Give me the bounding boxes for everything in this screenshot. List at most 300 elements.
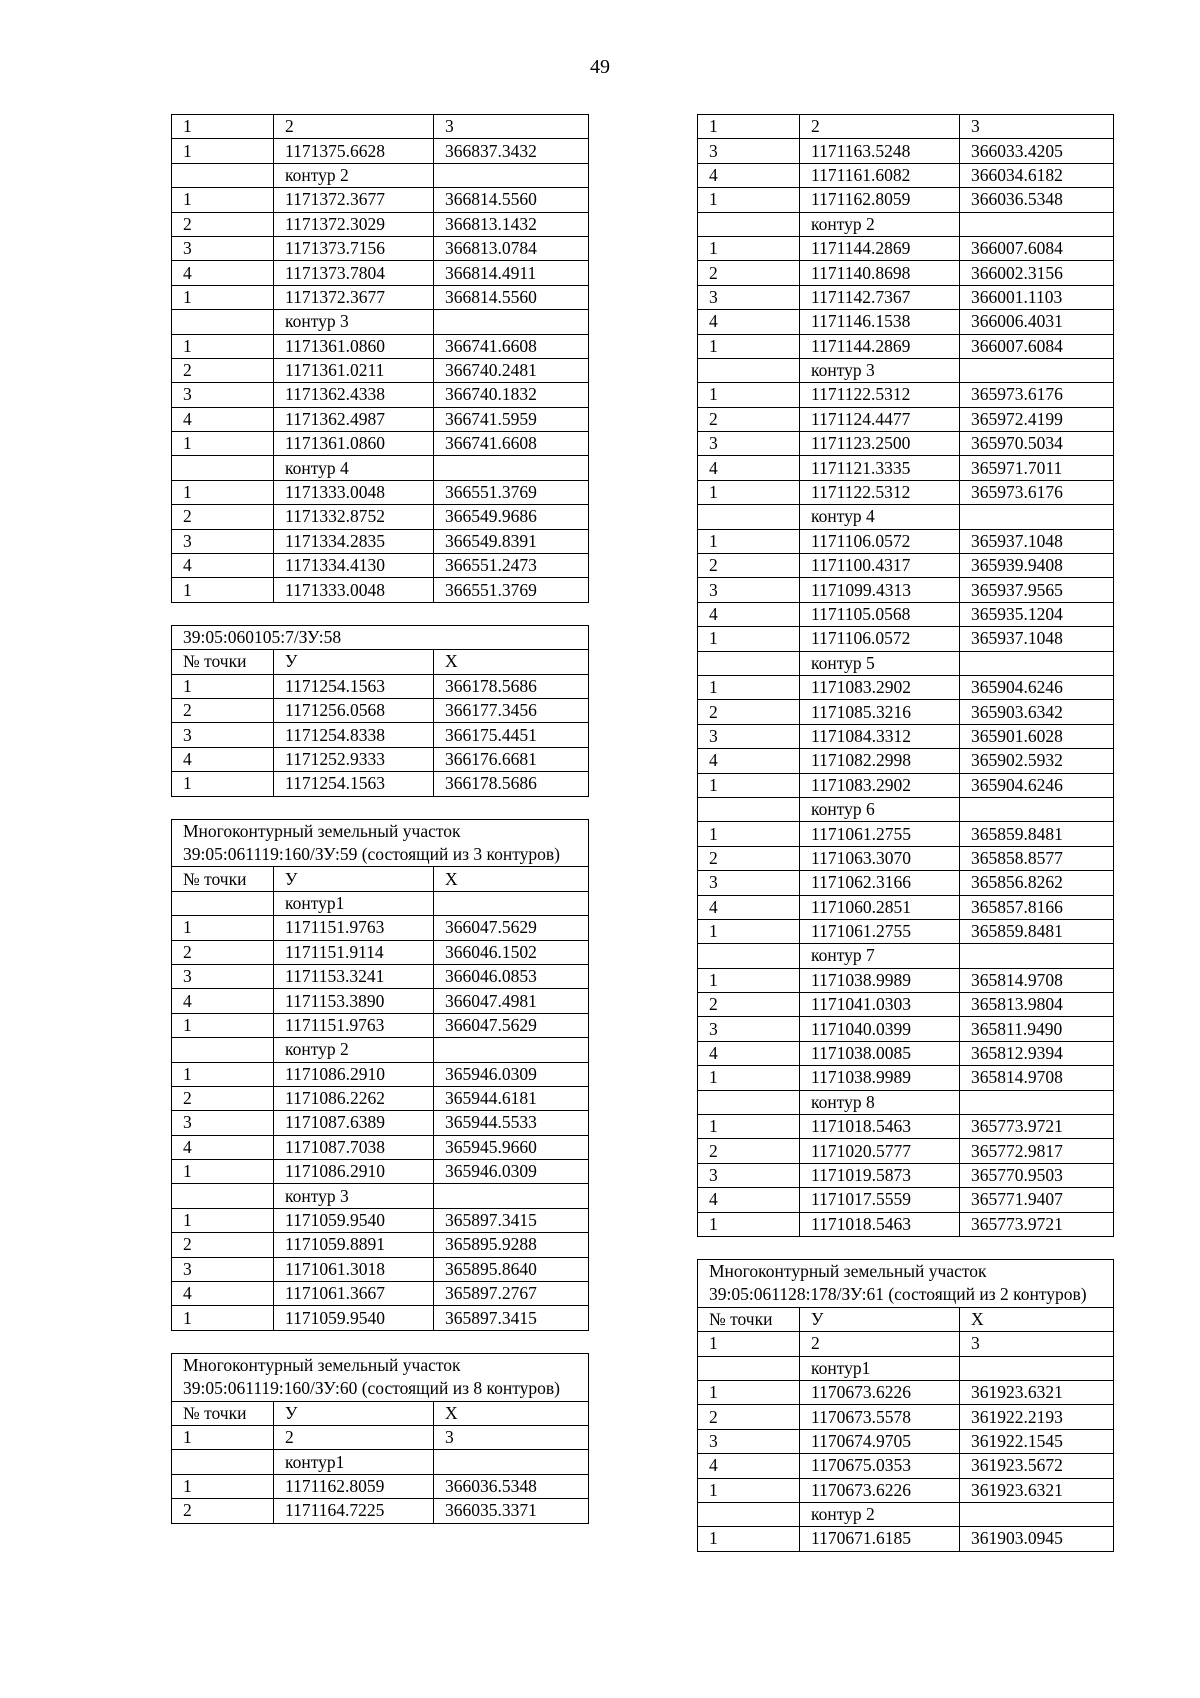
point-number-cell: 4 [698,1454,800,1478]
x-coordinate-cell: 365944.5533 [434,1111,589,1135]
y-coordinate-cell: 1171086.2910 [274,1160,434,1184]
x-coordinate-cell: 366036.5348 [960,188,1114,212]
x-coordinate-cell: 366178.5686 [434,772,589,796]
x-coordinate-cell: 3 [960,1332,1114,1356]
point-number-cell [172,891,274,915]
table-row [172,650,589,674]
y-coordinate-cell: 1171144.2869 [800,236,960,260]
x-coordinate-cell [434,1184,589,1208]
x-coordinate-cell [960,212,1114,236]
x-coordinate-cell: 365858.8577 [960,846,1114,870]
y-coordinate-cell: контур1 [800,1356,960,1380]
x-coordinate-cell: 366034.6182 [960,163,1114,187]
y-coordinate-cell: У [800,1307,960,1331]
y-coordinate-cell: 1171017.5559 [800,1188,960,1212]
x-coordinate-cell: 366006.4031 [960,310,1114,334]
table-row [172,188,589,212]
x-coordinate-cell: 365971.7011 [960,456,1114,480]
point-number-cell: 1 [698,822,800,846]
y-coordinate-cell: 1171060.2851 [800,895,960,919]
table-row [698,334,1114,358]
y-coordinate-cell: У [274,867,434,891]
table-row [172,1184,589,1208]
point-number-cell: 1 [698,1332,800,1356]
x-coordinate-cell: Х [434,650,589,674]
table-row [698,944,1114,968]
point-number-cell: 1 [698,1478,800,1502]
x-coordinate-cell: 366741.5959 [434,407,589,431]
coordinate-table [171,1353,589,1524]
x-coordinate-cell: 365937.1048 [960,627,1114,651]
table-row [172,236,589,260]
y-coordinate-cell: 1171332.8752 [274,505,434,529]
x-coordinate-cell: 361922.2193 [960,1405,1114,1429]
point-number-cell: 2 [698,1405,800,1429]
y-coordinate-cell: 1171151.9763 [274,916,434,940]
x-coordinate-cell [960,1356,1114,1380]
x-coordinate-cell [434,310,589,334]
point-number-cell: 3 [698,724,800,748]
table-caption: Многоконтурный земельный участок 39:05:061119:160/ЗУ:59 (состоящий из 3 контуров) [172,819,589,867]
y-coordinate-cell: контур 4 [800,505,960,529]
y-coordinate-cell: У [274,1401,434,1425]
y-coordinate-cell: 1171361.0860 [274,432,434,456]
table-row [698,1332,1114,1356]
x-coordinate-cell: Х [434,1401,589,1425]
table-row [172,529,589,553]
y-coordinate-cell: 1171362.4338 [274,383,434,407]
y-coordinate-cell: 1171373.7804 [274,261,434,285]
table-row [698,236,1114,260]
x-coordinate-cell: 365770.9503 [960,1163,1114,1187]
table-row [698,456,1114,480]
x-coordinate-cell: 366035.3371 [434,1499,589,1523]
point-number-cell: 4 [172,747,274,771]
x-coordinate-cell: 365935.1204 [960,602,1114,626]
y-coordinate-cell: контур 5 [800,651,960,675]
point-number-cell: 4 [698,602,800,626]
point-number-cell: 4 [172,554,274,578]
y-coordinate-cell: 1171061.3018 [274,1257,434,1281]
table-row [172,891,589,915]
table-row [698,578,1114,602]
x-coordinate-cell: 365939.9408 [960,554,1114,578]
y-coordinate-cell: 1171019.5873 [800,1163,960,1187]
x-coordinate-cell: 365772.9817 [960,1139,1114,1163]
x-coordinate-cell: 365857.8166 [960,895,1114,919]
table-row [172,163,589,187]
x-coordinate-cell: 366176.6681 [434,747,589,771]
point-number-cell: 3 [698,1429,800,1453]
point-number-cell: 1 [698,1212,800,1236]
table-row [172,1401,589,1425]
y-coordinate-cell: 1171086.2910 [274,1062,434,1086]
table-row [698,1115,1114,1139]
x-coordinate-cell: 366175.4451 [434,723,589,747]
x-coordinate-cell: 365771.9407 [960,1188,1114,1212]
table-row [698,724,1114,748]
table-row [172,940,589,964]
y-coordinate-cell: контур 8 [800,1090,960,1114]
point-number-cell: 1 [172,188,274,212]
y-coordinate-cell: 1171333.0048 [274,480,434,504]
x-coordinate-cell: Х [960,1307,1114,1331]
y-coordinate-cell: 1170675.0353 [800,1454,960,1478]
point-number-cell: 1 [172,1208,274,1232]
table-row [172,723,589,747]
y-coordinate-cell: 1171254.8338 [274,723,434,747]
table-row [698,797,1114,821]
table-row [172,310,589,334]
point-number-cell: 4 [698,310,800,334]
table-row [172,1257,589,1281]
y-coordinate-cell: контур 2 [800,212,960,236]
x-coordinate-cell: 365970.5034 [960,432,1114,456]
coordinate-table [697,114,1114,1237]
table-row [698,602,1114,626]
table-row [698,407,1114,431]
table-row [698,1188,1114,1212]
point-number-cell [698,212,800,236]
table-row [698,895,1114,919]
x-coordinate-cell: 366002.3156 [960,261,1114,285]
y-coordinate-cell: 1171162.8059 [800,188,960,212]
point-number-cell: 4 [172,1282,274,1306]
table-row [172,1282,589,1306]
y-coordinate-cell: 1171105.0568 [800,602,960,626]
x-coordinate-cell: 365773.9721 [960,1212,1114,1236]
point-number-cell: 1 [698,919,800,943]
x-coordinate-cell: 365814.9708 [960,968,1114,992]
x-coordinate-cell: 365972.4199 [960,407,1114,431]
x-coordinate-cell: 365859.8481 [960,919,1114,943]
table-row [698,773,1114,797]
point-number-cell: 1 [698,480,800,504]
x-coordinate-cell: 366551.3769 [434,578,589,602]
y-coordinate-cell: 1171123.2500 [800,432,960,456]
point-number-cell: 1 [698,968,800,992]
table-row [698,1066,1114,1090]
point-number-cell: 4 [698,163,800,187]
point-number-cell [172,1450,274,1474]
x-coordinate-cell: 365897.3415 [434,1208,589,1232]
table-row [698,480,1114,504]
point-number-cell: 4 [172,989,274,1013]
coordinate-table [171,819,589,1331]
point-number-cell [698,358,800,382]
x-coordinate-cell: 365945.9660 [434,1135,589,1159]
y-coordinate-cell: 1171146.1538 [800,310,960,334]
point-number-cell: 2 [698,846,800,870]
y-coordinate-cell: 1171018.5463 [800,1115,960,1139]
table-row [698,968,1114,992]
y-coordinate-cell: 1171334.4130 [274,554,434,578]
point-number-cell [172,1184,274,1208]
point-number-cell: 1 [698,334,800,358]
point-number-cell: 3 [172,529,274,553]
coordinate-table [697,1259,1114,1552]
table-caption-row [698,1259,1114,1307]
point-number-cell: 4 [698,749,800,773]
x-coordinate-cell [960,505,1114,529]
point-number-cell: 2 [172,358,274,382]
y-coordinate-cell: 1171334.2835 [274,529,434,553]
y-coordinate-cell: 1171059.9540 [274,1208,434,1232]
point-number-cell: 2 [172,505,274,529]
table-row [698,1527,1114,1551]
point-number-cell: 1 [172,432,274,456]
table-row [172,1086,589,1110]
y-coordinate-cell: контур 7 [800,944,960,968]
point-number-cell: 1 [698,188,800,212]
y-coordinate-cell: 1171142.7367 [800,285,960,309]
table-row [172,772,589,796]
x-coordinate-cell: 366837.3432 [434,139,589,163]
table-row [172,1426,589,1450]
table-row [172,989,589,1013]
point-number-cell [698,1090,800,1114]
table-row [172,383,589,407]
table-row [172,1208,589,1232]
y-coordinate-cell: 2 [274,115,434,139]
table-row [698,749,1114,773]
table-row [698,358,1114,382]
point-number-cell [698,1502,800,1526]
point-number-cell: 1 [698,383,800,407]
y-coordinate-cell: 1171144.2869 [800,334,960,358]
y-coordinate-cell: 1170673.5578 [800,1405,960,1429]
table-row [698,1017,1114,1041]
point-number-cell: 1 [172,285,274,309]
table-row [172,285,589,309]
x-coordinate-cell [960,944,1114,968]
table-row [172,261,589,285]
table-row [698,1090,1114,1114]
table-row [172,916,589,940]
x-coordinate-cell: 365904.6246 [960,773,1114,797]
x-coordinate-cell: 366813.0784 [434,236,589,260]
x-coordinate-cell: Х [434,867,589,891]
y-coordinate-cell: 2 [274,1426,434,1450]
y-coordinate-cell: 1171082.2998 [800,749,960,773]
point-number-cell: 2 [172,212,274,236]
y-coordinate-cell: 1171372.3677 [274,188,434,212]
x-coordinate-cell: 366549.9686 [434,505,589,529]
x-coordinate-cell: 361903.0945 [960,1527,1114,1551]
point-number-cell: 2 [172,699,274,723]
x-coordinate-cell: 361923.6321 [960,1380,1114,1404]
table-row [698,871,1114,895]
y-coordinate-cell: 1171038.9989 [800,1066,960,1090]
y-coordinate-cell: 1170674.9705 [800,1429,960,1453]
x-coordinate-cell: 365897.3415 [434,1306,589,1330]
y-coordinate-cell: контур 2 [800,1502,960,1526]
table-row [698,675,1114,699]
y-coordinate-cell: 1171062.3166 [800,871,960,895]
y-coordinate-cell: 1171018.5463 [800,1212,960,1236]
x-coordinate-cell: 3 [434,115,589,139]
table-row [698,285,1114,309]
point-number-cell: 3 [698,578,800,602]
table-row [698,1212,1114,1236]
point-number-cell: 1 [698,236,800,260]
point-number-cell: 3 [698,432,800,456]
x-coordinate-cell [960,1090,1114,1114]
table-row [698,1502,1114,1526]
y-coordinate-cell: контур1 [274,1450,434,1474]
point-number-cell: 1 [698,773,800,797]
point-number-cell: 1 [698,529,800,553]
y-coordinate-cell: 1171252.9333 [274,747,434,771]
table-row [172,407,589,431]
y-coordinate-cell: 1171041.0303 [800,993,960,1017]
table-row [172,432,589,456]
point-number-cell: 1 [172,1062,274,1086]
point-number-cell: 1 [172,334,274,358]
table-row [172,1135,589,1159]
x-coordinate-cell: 365859.8481 [960,822,1114,846]
table-row [698,529,1114,553]
y-coordinate-cell: 1171162.8059 [274,1474,434,1498]
x-coordinate-cell: 366033.4205 [960,139,1114,163]
table-row [172,1038,589,1062]
point-number-cell: 3 [172,236,274,260]
x-coordinate-cell: 366001.1103 [960,285,1114,309]
point-number-cell [172,163,274,187]
y-coordinate-cell: 1171099.4313 [800,578,960,602]
point-number-cell: 3 [172,1257,274,1281]
point-number-cell: 3 [172,964,274,988]
x-coordinate-cell: 365895.8640 [434,1257,589,1281]
point-number-cell: 1 [172,1306,274,1330]
x-coordinate-cell: 365901.6028 [960,724,1114,748]
point-number-cell: 4 [698,1041,800,1065]
point-number-cell: 1 [172,916,274,940]
y-coordinate-cell: 1171161.6082 [800,163,960,187]
table-row [698,1041,1114,1065]
x-coordinate-cell: 366814.4911 [434,261,589,285]
x-coordinate-cell: 365903.6342 [960,700,1114,724]
point-number-cell [698,651,800,675]
y-coordinate-cell: 1171372.3677 [274,285,434,309]
y-coordinate-cell: 1171106.0572 [800,627,960,651]
point-number-cell: 4 [698,895,800,919]
y-coordinate-cell: 1171153.3241 [274,964,434,988]
table-row [172,1474,589,1498]
x-coordinate-cell: 365937.1048 [960,529,1114,553]
point-number-cell [172,310,274,334]
point-number-cell: 4 [172,407,274,431]
table-row [172,747,589,771]
x-coordinate-cell: 366177.3456 [434,699,589,723]
y-coordinate-cell: 1171153.3890 [274,989,434,1013]
table-row [172,115,589,139]
table-row [698,1380,1114,1404]
table-row [698,139,1114,163]
table-row [698,261,1114,285]
y-coordinate-cell: 1171086.2262 [274,1086,434,1110]
y-coordinate-cell: 1171087.7038 [274,1135,434,1159]
y-coordinate-cell: контур 3 [800,358,960,382]
table-row [172,578,589,602]
x-coordinate-cell: 366740.2481 [434,358,589,382]
point-number-cell: 1 [172,1160,274,1184]
y-coordinate-cell: 1171059.9540 [274,1306,434,1330]
x-coordinate-cell: 365973.6176 [960,383,1114,407]
y-coordinate-cell: 1171124.4477 [800,407,960,431]
x-coordinate-cell: 366047.5629 [434,916,589,940]
point-number-cell: 3 [172,723,274,747]
y-coordinate-cell: контур 4 [274,456,434,480]
table-caption-row [172,625,589,649]
table-caption-row [172,1353,589,1401]
y-coordinate-cell: 1171122.5312 [800,383,960,407]
y-coordinate-cell: У [274,650,434,674]
table-row [172,212,589,236]
x-coordinate-cell: 365946.0309 [434,1062,589,1086]
point-number-cell [172,456,274,480]
table-row [698,188,1114,212]
y-coordinate-cell: 1171372.3029 [274,212,434,236]
x-coordinate-cell: 365973.6176 [960,480,1114,504]
table-row [172,699,589,723]
table-row [698,919,1114,943]
point-number-cell: 3 [172,1111,274,1135]
y-coordinate-cell: 1171061.2755 [800,822,960,846]
point-number-cell: 1 [172,1013,274,1037]
x-coordinate-cell [960,1502,1114,1526]
y-coordinate-cell: 1171254.1563 [274,674,434,698]
x-coordinate-cell: 361922.1545 [960,1429,1114,1453]
point-number-cell: 1 [172,578,274,602]
x-coordinate-cell: 366551.2473 [434,554,589,578]
y-coordinate-cell: 1171038.0085 [800,1041,960,1065]
y-coordinate-cell: 1171151.9763 [274,1013,434,1037]
x-coordinate-cell: 365895.9288 [434,1233,589,1257]
point-number-cell [698,1356,800,1380]
y-coordinate-cell: 1171361.0860 [274,334,434,358]
y-coordinate-cell: 1171333.0048 [274,578,434,602]
x-coordinate-cell: 366047.5629 [434,1013,589,1037]
y-coordinate-cell: 1171059.8891 [274,1233,434,1257]
table-row [698,1139,1114,1163]
y-coordinate-cell: 1171061.2755 [800,919,960,943]
point-number-cell [698,505,800,529]
coordinate-table [171,114,589,603]
y-coordinate-cell: 1171083.2902 [800,675,960,699]
point-number-cell: 1 [698,1380,800,1404]
point-number-cell [698,797,800,821]
y-coordinate-cell: 1171084.3312 [800,724,960,748]
point-number-cell: 1 [698,1066,800,1090]
y-coordinate-cell: контур 6 [800,797,960,821]
x-coordinate-cell: 365897.2767 [434,1282,589,1306]
x-coordinate-cell: 361923.6321 [960,1478,1114,1502]
table-row [698,822,1114,846]
point-number-cell: 1 [698,1527,800,1551]
point-number-cell: 1 [172,674,274,698]
x-coordinate-cell: 365946.0309 [434,1160,589,1184]
table-row [172,480,589,504]
x-coordinate-cell [434,891,589,915]
table-row [172,1499,589,1523]
point-number-cell: 4 [698,1188,800,1212]
y-coordinate-cell: 1171163.5248 [800,139,960,163]
y-coordinate-cell: 1171122.5312 [800,480,960,504]
point-number-cell: 2 [698,261,800,285]
point-number-cell: 1 [172,139,274,163]
point-number-cell [172,1038,274,1062]
